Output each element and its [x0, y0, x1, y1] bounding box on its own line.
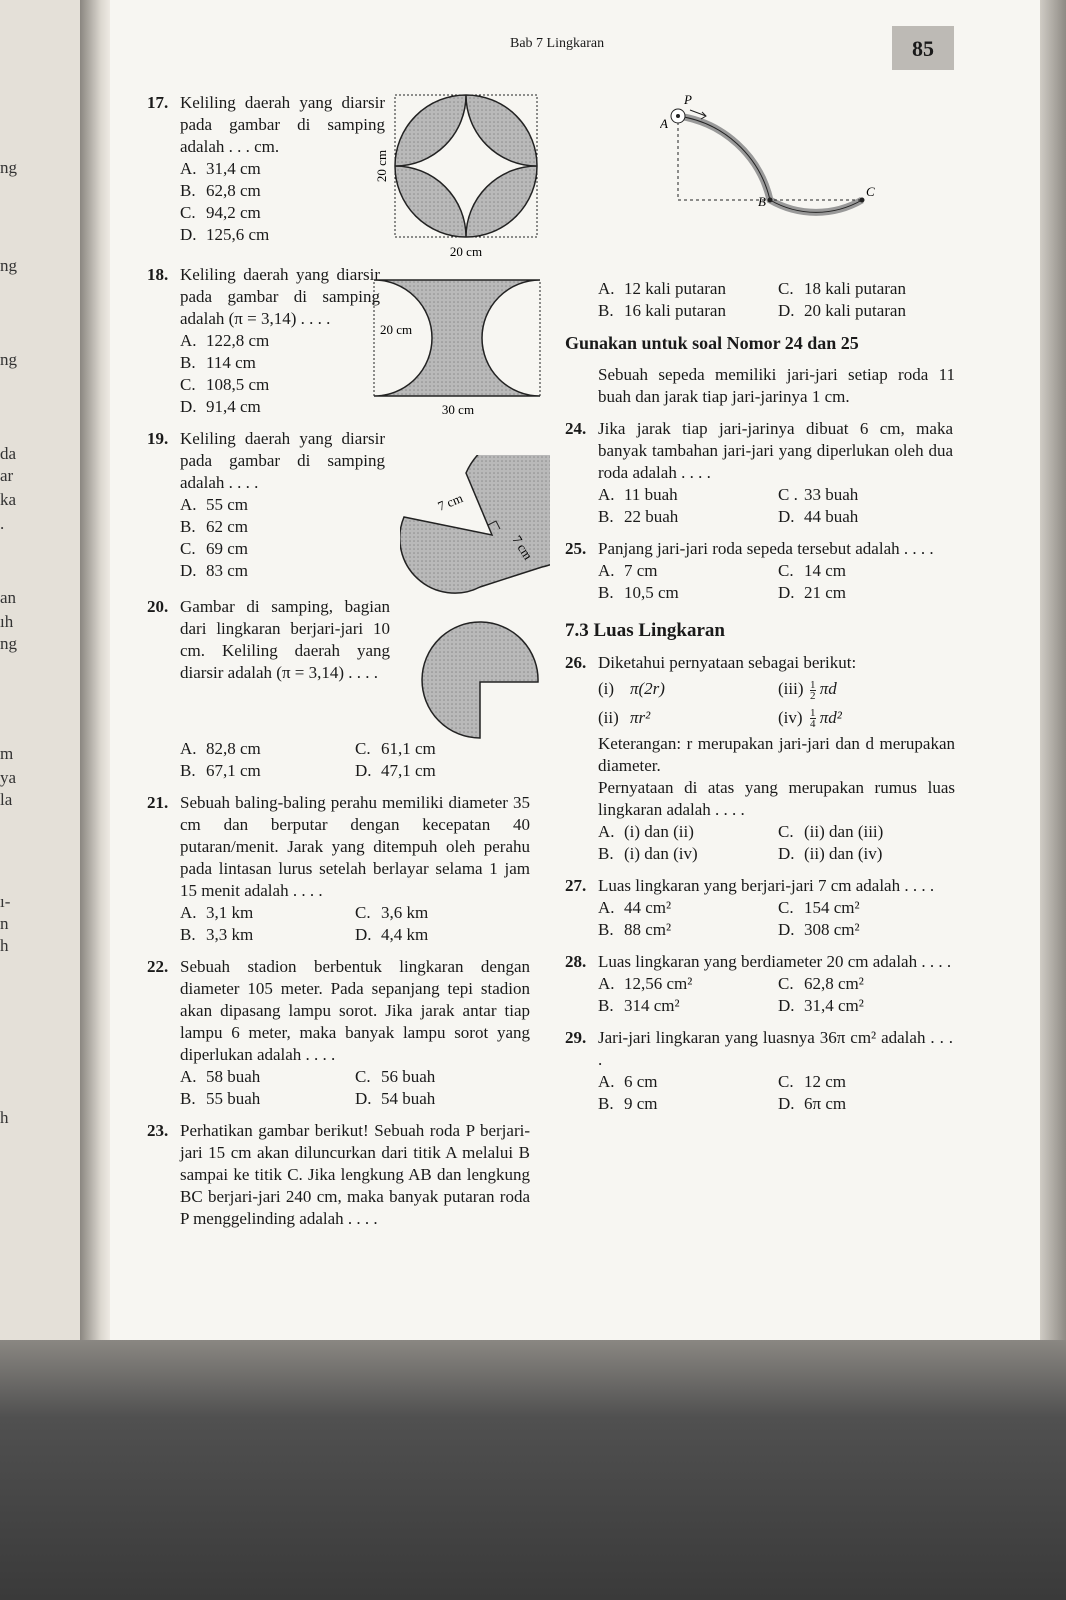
option-label: A.: [180, 1067, 197, 1086]
question-text: Keliling daerah yang diarsir pada gambar di samping adalah . . . .: [180, 429, 385, 492]
shaded-region: [400, 455, 550, 593]
answer-option: [778, 897, 955, 919]
option-value: 14 cm: [804, 561, 847, 580]
group-text: Sebuah sepeda memiliki jari-jari setiap roda 11 buah dan jarak tiap jari-jarinya 1 cm.: [598, 365, 955, 406]
answer-option: [355, 1088, 532, 1110]
option-label: B.: [598, 301, 614, 320]
option-value: 62,8 cm²: [804, 974, 864, 994]
wheel-center: [676, 114, 680, 118]
option-label: A.: [598, 279, 615, 298]
option-value: 12 cm: [804, 1072, 847, 1092]
answer-option: [180, 902, 355, 924]
answer-option: [598, 995, 778, 1017]
option-label: C.: [778, 1072, 794, 1092]
question-text: Gambar di samping, bagian dari lingkaran berjari-jari 10 cm. Keliling daerah yang diarsir adalah (π = 3,14) . . . .: [180, 597, 390, 682]
page-edge: [1040, 0, 1066, 1360]
option-label: D.: [778, 583, 795, 602]
option-value: (ii) dan (iii): [804, 822, 884, 842]
answer-option: [598, 1071, 778, 1093]
answer-option: [598, 897, 778, 919]
answer-option: [180, 330, 390, 352]
option-value: 91,4 cm: [206, 397, 261, 416]
answer-option: [778, 484, 955, 506]
shaded-region: [395, 95, 537, 237]
label-p: P: [684, 92, 692, 107]
option-value: 58 buah: [206, 1067, 261, 1086]
edge-fragment: ng: [0, 158, 17, 177]
option-label: D.: [355, 761, 372, 780]
option-value: 125,6 cm: [206, 225, 270, 244]
option-value: (i) dan (iv): [624, 844, 698, 864]
option-label: A.: [180, 159, 197, 178]
option-label: A.: [598, 822, 615, 842]
option-value: 55 cm: [206, 495, 249, 514]
label-a: A: [660, 116, 668, 131]
option-value: 22 buah: [624, 507, 679, 526]
question-20: [147, 596, 390, 684]
answer-option: [598, 582, 778, 604]
statement-value: πd²: [819, 707, 842, 727]
option-label: C.: [778, 974, 794, 994]
note-1: Keterangan: r merupakan jari-jari dan d merupakan diameter.: [598, 734, 955, 776]
question-29: [565, 1027, 955, 1115]
option-value: (i) dan (ii): [624, 822, 694, 842]
answer-option: [180, 1066, 355, 1088]
page-number: 85: [892, 26, 954, 70]
edge-fragment: an: [0, 588, 17, 607]
answer-option: [355, 760, 532, 782]
option-value: 61,1 cm: [381, 739, 436, 758]
statement-value: πd: [819, 679, 837, 698]
edge-fragment: ar: [0, 466, 14, 485]
shaded-region: [374, 280, 540, 396]
answer-option: [778, 278, 955, 300]
option-value: 67,1 cm: [206, 761, 261, 780]
option-value: 6 cm: [624, 1072, 658, 1092]
question-23: [147, 1120, 532, 1230]
option-label: A.: [598, 561, 615, 580]
answer-option: [180, 180, 390, 202]
note-2: Pernyataan di atas yang merupakan rumus luas lingkaran adalah . . . .: [598, 778, 955, 820]
question-27: [565, 875, 955, 941]
option-value: 44 buah: [804, 507, 859, 526]
question-number: 20.: [147, 597, 169, 616]
figure-q20: [418, 618, 543, 744]
answer-option: [778, 919, 955, 941]
option-label: A.: [598, 974, 615, 994]
option-value: 21 cm: [804, 583, 847, 602]
option-value: 54 buah: [381, 1089, 436, 1108]
option-label: B.: [598, 996, 614, 1016]
statement-label: (iii): [778, 679, 804, 698]
option-label: C.: [180, 539, 196, 558]
question-26: [565, 652, 955, 865]
answer-option: [778, 821, 955, 843]
edge-fragment: ng: [0, 256, 17, 275]
figure-q19: [400, 455, 550, 595]
option-value: 12 kali putaran: [624, 279, 726, 298]
question-number: 21.: [147, 793, 169, 812]
question-22: [147, 956, 532, 1110]
answer-option: [180, 396, 390, 418]
point-c: [860, 198, 865, 203]
option-value: 16 kali putaran: [624, 301, 726, 320]
option-label: A.: [180, 331, 197, 350]
answer-option: [598, 484, 778, 506]
label-b: B: [758, 194, 766, 209]
question-number: 29.: [565, 1028, 587, 1048]
question-number: 18.: [147, 265, 169, 284]
answer-option: [778, 843, 955, 865]
option-label: C.: [355, 903, 371, 922]
answer-option: [778, 1093, 955, 1115]
answer-option: [778, 973, 955, 995]
answer-option: [180, 202, 390, 224]
bottom-label: 30 cm: [441, 402, 475, 417]
option-label: D.: [778, 920, 795, 940]
option-label: B.: [598, 844, 614, 864]
option-label: D.: [180, 225, 197, 244]
statement-label: (i): [598, 679, 615, 698]
option-value: 33 buah: [804, 485, 859, 504]
option-label: A.: [180, 495, 197, 514]
edge-fragment: ıh: [0, 612, 14, 631]
edge-fragment: h: [0, 936, 9, 955]
question-number: 26.: [565, 653, 587, 672]
option-value: 308 cm²: [804, 920, 860, 940]
question-text: Luas lingkaran yang berdiameter 20 cm adalah . . . .: [598, 952, 952, 972]
question-17: [147, 92, 390, 246]
option-label: A.: [180, 739, 197, 758]
question-number: 27.: [565, 876, 587, 896]
option-label: B.: [180, 353, 196, 372]
option-value: 3,3 km: [206, 925, 254, 944]
option-value: 69 cm: [206, 539, 249, 558]
answer-option: [355, 1066, 532, 1088]
option-value: 314 cm²: [624, 996, 680, 1016]
edge-fragment: .: [0, 514, 5, 533]
option-value: 122,8 cm: [206, 331, 270, 350]
statement-label: (iv): [778, 707, 803, 727]
statement-label: (ii): [598, 707, 619, 727]
question-text: Perhatikan gambar berikut! Sebuah roda P berjari-jari 15 cm akan diluncurkan dari titik A melalui B sampai ke titik C. Jika lengkung AB dan lengkung BC berjari-jari 240 cm, maka banyak putaran roda P menggelinding adalah . . . .: [180, 1121, 530, 1228]
question-number: 28.: [565, 952, 587, 972]
answer-option: [778, 300, 955, 322]
option-label: B.: [180, 925, 196, 944]
option-label: D.: [355, 925, 372, 944]
option-label: A.: [598, 898, 615, 918]
option-label: C.: [778, 822, 794, 842]
answer-option: [598, 1093, 778, 1115]
option-label: C.: [355, 1067, 371, 1086]
option-value: 83 cm: [206, 561, 249, 580]
option-value: 10,5 cm: [624, 583, 679, 602]
statement: [778, 707, 955, 730]
option-label: D.: [778, 507, 795, 526]
edge-fragment: m: [0, 744, 14, 763]
option-value: 20 kali putaran: [804, 301, 906, 320]
bottom-label: 20 cm: [449, 244, 483, 259]
edge-fragment: da: [0, 444, 17, 463]
answer-option: [778, 560, 955, 582]
option-label: C.: [778, 898, 794, 918]
answer-option: [598, 300, 778, 322]
option-label: B.: [598, 583, 614, 602]
option-label: C.: [355, 739, 371, 758]
answer-option: [180, 374, 390, 396]
question-23-options: [565, 278, 955, 322]
edge-fragment: n: [0, 914, 9, 933]
answer-option: [598, 506, 778, 528]
answer-option: [180, 760, 355, 782]
question-text: Panjang jari-jari roda sepeda tersebut adalah . . . .: [598, 539, 934, 558]
label-b: 7 cm: [509, 532, 536, 563]
edge-fragment: ng: [0, 634, 17, 653]
statement: [598, 707, 778, 730]
option-label: B.: [598, 1094, 614, 1114]
question-text: Jika jarak tiap jari-jarinya dibuat 6 cm, maka banyak tambahan jari-jari yang diperlukan oleh dua roda adalah . . . .: [598, 419, 953, 482]
option-label: C.: [778, 279, 794, 298]
answer-option: [180, 224, 390, 246]
edge-fragment: h: [0, 1108, 9, 1127]
group-title: Gunakan untuk soal Nomor 24 dan 25: [565, 333, 859, 353]
right-column: [565, 278, 955, 1125]
option-label: C.: [180, 375, 196, 394]
option-value: 94,2 cm: [206, 203, 261, 222]
option-label: D.: [180, 397, 197, 416]
option-label: B.: [598, 920, 614, 940]
option-value: 11 buah: [624, 485, 678, 504]
option-label: A.: [598, 1072, 615, 1092]
answer-option: [180, 352, 390, 374]
figure-q23: [660, 92, 900, 272]
option-value: 82,8 cm: [206, 739, 261, 758]
label-a: 7 cm: [435, 490, 465, 514]
edge-fragment: ka: [0, 490, 17, 509]
question-number: 22.: [147, 957, 169, 976]
question-text: Sebuah stadion berbentuk lingkaran dengan diameter 105 meter. Pada sepanjang tepi stadion akan dipasang lampu sorot. Jika jarak antar tiap lampu 6 meter, maka banyak lampu sorot yang diperlukan adalah . . . .: [180, 957, 530, 1064]
label-c: C: [866, 184, 875, 199]
answer-option: [180, 538, 390, 560]
option-value: 12,56 cm²: [624, 974, 693, 994]
question-text: Sebuah baling-baling perahu memiliki diameter 35 cm dan berputar dengan kecepatan 40 putaran/menit. Jarak yang ditempuh oleh perahu pada lintasan lurus setelah berlayar selama 1 jam 15 menit adalah . . . .: [180, 793, 530, 900]
question-number: 25.: [565, 539, 587, 558]
left-column-lower: [147, 738, 532, 1240]
left-column: [147, 92, 390, 694]
answer-option: [180, 516, 390, 538]
option-value: (ii) dan (iv): [804, 844, 883, 864]
question-number: 17.: [147, 93, 169, 112]
section-title: 7.3 Luas Lingkaran: [565, 620, 725, 641]
option-value: 31,4 cm: [206, 159, 261, 178]
answer-option: [778, 1071, 955, 1093]
option-label: C.: [778, 561, 794, 580]
option-value: 114 cm: [206, 353, 256, 372]
question-28: [565, 951, 955, 1017]
option-value: 6π cm: [804, 1094, 847, 1114]
answer-option: [598, 919, 778, 941]
answer-option: [180, 924, 355, 946]
option-value: 3,1 km: [206, 903, 254, 922]
question-number: 19.: [147, 429, 169, 448]
answer-option: [180, 1088, 355, 1110]
answer-option: [598, 560, 778, 582]
question-18: [147, 264, 390, 418]
answer-option: [598, 843, 778, 865]
option-label: B.: [598, 507, 614, 526]
chapter-header: Bab 7 Lingkaran: [510, 36, 605, 51]
option-label: A.: [598, 485, 615, 504]
answer-option: [180, 158, 390, 180]
answer-option: [598, 821, 778, 843]
option-value: 3,6 km: [381, 903, 429, 922]
option-value: 44 cm²: [624, 898, 672, 918]
answer-option: [598, 278, 778, 300]
option-value: 108,5 cm: [206, 375, 270, 394]
point-b: [768, 198, 773, 203]
option-label: B.: [180, 517, 196, 536]
option-label: B.: [180, 1089, 196, 1108]
fraction: $\frac{1}{4}$: [810, 707, 816, 731]
question-25: [565, 538, 955, 604]
shaded-region: [422, 622, 538, 738]
option-value: 55 buah: [206, 1089, 261, 1108]
option-label: C .: [778, 485, 798, 504]
question-24: [565, 418, 955, 528]
figure-q18: [372, 272, 544, 420]
option-value: 88 cm²: [624, 920, 672, 940]
option-value: 9 cm: [624, 1094, 658, 1114]
answer-option: [598, 973, 778, 995]
option-label: C.: [180, 203, 196, 222]
question-text: Luas lingkaran yang berjari-jari 7 cm adalah . . . .: [598, 876, 935, 896]
answer-option: [180, 738, 355, 760]
question-text: Keliling daerah yang diarsir pada gambar di samping adalah (π = 3,14) . . . .: [180, 265, 380, 328]
option-value: 7 cm: [624, 561, 658, 580]
question-text: Diketahui pernyataan sebagai berikut:: [598, 653, 857, 672]
question-text: Keliling daerah yang diarsir pada gambar di samping adalah . . . cm.: [180, 93, 385, 156]
question-20-options: [147, 738, 532, 782]
option-value: 4,4 km: [381, 925, 429, 944]
option-label: D.: [778, 996, 795, 1016]
fraction: $\frac{1}{2}$: [810, 678, 816, 702]
answer-option: [180, 494, 390, 516]
statement-value: πr²: [630, 707, 651, 727]
option-value: 31,4 cm²: [804, 996, 864, 1016]
option-value: 62 cm: [206, 517, 249, 536]
answer-option: [355, 902, 532, 924]
option-label: D.: [778, 844, 795, 864]
statement: [598, 678, 778, 701]
question-number: 23.: [147, 1121, 169, 1140]
option-label: A.: [180, 903, 197, 922]
side-label: 20 cm: [380, 322, 413, 337]
answer-option: [778, 506, 955, 528]
option-label: B.: [180, 761, 196, 780]
answer-option: [778, 995, 955, 1017]
question-19: [147, 428, 390, 582]
figure-q17: [372, 92, 542, 264]
answer-option: [355, 924, 532, 946]
option-label: B.: [180, 181, 196, 200]
option-value: 56 buah: [381, 1067, 436, 1086]
option-value: 62,8 cm: [206, 181, 261, 200]
answer-option: [180, 560, 390, 582]
edge-fragment: ya: [0, 768, 17, 787]
statement: [778, 678, 955, 701]
statement-value: π(2r): [630, 679, 665, 698]
question-text: Jari-jari lingkaran yang luasnya 36π cm² adalah . . . .: [598, 1028, 953, 1070]
option-label: D.: [180, 561, 197, 580]
option-label: D.: [778, 301, 795, 320]
question-21: [147, 792, 532, 946]
edge-fragment: la: [0, 790, 13, 809]
option-label: D.: [355, 1089, 372, 1108]
side-label: 20 cm: [374, 149, 389, 183]
option-label: D.: [778, 1094, 795, 1114]
option-value: 154 cm²: [804, 898, 860, 918]
scan-shadow: [0, 1340, 1066, 1600]
option-value: 18 kali putaran: [804, 279, 906, 298]
edge-fragment: ng: [0, 350, 17, 369]
option-value: 47,1 cm: [381, 761, 436, 780]
answer-option: [778, 582, 955, 604]
edge-fragment: ı-: [0, 892, 11, 911]
question-number: 24.: [565, 419, 587, 438]
